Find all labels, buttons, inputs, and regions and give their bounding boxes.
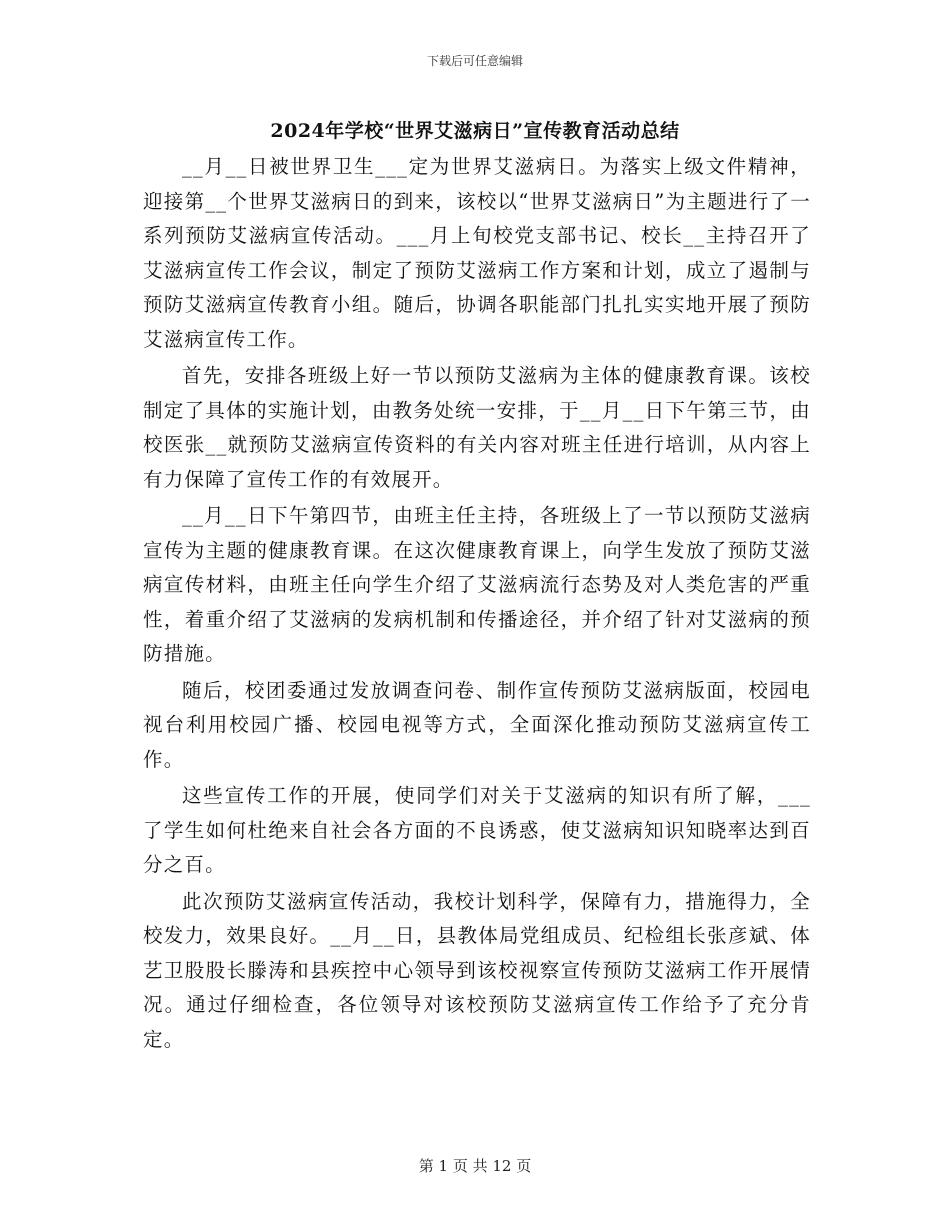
paragraph-2: 首先，安排各班级上好一节以预防艾滋病为主体的健康教育课。该校制定了具体的实施计划，由教务处统一安排，于__月__日下午第三节，由校医张__就预防艾滋病宣传资料的有关内容对班主任进行培训，从内容上有力保障了宣传工作的有效展开。 (143, 364, 811, 491)
document-body (143, 150, 811, 1059)
paragraph-3: __月__日下午第四节，由班主任主持，各班级上了一节以预防艾滋病宣传为主题的健康教育课。在这次健康教育课上，向学生发放了预防艾滋病宣传材料，由班主任向学生介绍了艾滋病流行态势及对人类危害的严重性，着重介绍了艾滋病的发病机制和传播途径，并介绍了针对艾滋病的预防措施。 (143, 504, 811, 665)
document-title: 2024年学校“世界艾滋病日”宣传教育活动总结 (270, 120, 680, 142)
paragraph-6: 此次预防艾滋病宣传活动，我校计划科学，保障有力，措施得力，全校发力，效果良好。__月__日，县教体局党组成员、纪检组长张彦斌、体艺卫股股长滕涛和县疾控中心领导到该校视察宣传预防艾滋病工作开展情况。通过仔细检查，各位领导对该校预防艾滋病宣传工作给予了充分肯定。 (143, 889, 811, 1051)
page-number-footer: 第 1 页 共 12 页 (418, 1157, 532, 1175)
paragraph-4: 随后，校团委通过发放调查问卷、制作宣传预防艾滋病版面，校园电视台利用校园广播、校园电视等方式，全面深化推动预防艾滋病宣传工作。 (143, 678, 811, 771)
paragraph-1: __月__日被世界卫生___定为世界艾滋病日。为落实上级文件精神，迎接第__个世界艾滋病日的到来，该校以“世界艾滋病日”为主题进行了一系列预防艾滋病宣传活动。___月上旬校党支部书记、校长__主持召开了艾滋病宣传工作会议，制定了预防艾滋病工作方案和计划，成立了遏制与预防艾滋病宣传教育小组。随后，协调各职能部门扎扎实实地开展了预防艾滋病宣传工作。 (143, 155, 811, 351)
page-header-note: 下载后可任意编辑 (426, 54, 523, 68)
paragraph-5: 这些宣传工作的开展，使同学们对关于艾滋病的知识有所了解，___了学生如何杜绝来自社会各方面的不良诱惑，使艾滋病知识知晓率达到百分之百。 (143, 784, 811, 876)
